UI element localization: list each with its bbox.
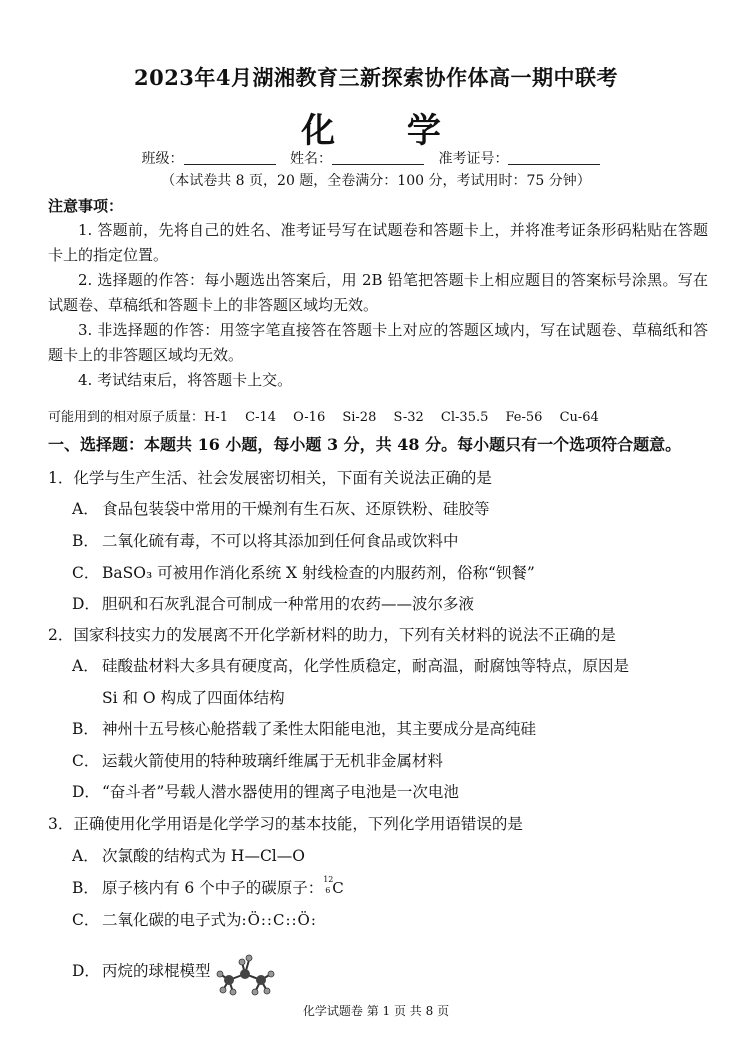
option-text: BaSO₃ 可被用作消化系统 X 射线检查的内服药剂，俗称“钡餐”	[102, 564, 535, 582]
option-label: D．	[72, 962, 100, 980]
option-text: 二氧化硫有毒，不可以将其添加到任何食品或饮料中	[102, 532, 459, 550]
exam-title: 2023年4月湖湘教育三新探索协作体高一期中联考	[133, 65, 619, 90]
name-blank	[332, 151, 424, 165]
notice-item: 4. 考试结束后，将答题卡上交。	[78, 371, 293, 389]
option-label: A．	[72, 500, 99, 518]
option-b	[72, 529, 459, 551]
option-text: 胆矾和石灰乳混合可制成一种常用的农药——波尔多液	[102, 595, 475, 613]
mass-number: 12	[323, 875, 334, 884]
section-heading: 一、选择题：本题共 16 小题，每小题 3 分，共 48 分。每小题只有一个选项符合题意。	[48, 435, 682, 454]
option-text: 食品包装袋中常用的干燥剂有生石灰、还原铁粉、硅胶等	[102, 500, 490, 518]
option-a	[72, 654, 629, 676]
option-text: “奋斗者”号载人潜水器使用的锂离子电池是一次电池	[102, 783, 459, 801]
notice-item: 1. 答题前，先将自己的姓名、准考证号写在试题卷和答题卡上，并将准考证条形码粘贴在答题卡上的指定位置。	[48, 221, 708, 264]
option-label: A．	[72, 847, 99, 865]
notice-heading: 注意事项：	[48, 197, 124, 215]
option-c	[72, 561, 535, 583]
option-label: B．	[72, 879, 99, 897]
option-text: 神州十五号核心舱搭载了柔性太阳能电池，其主要成分是高纯硅	[102, 720, 537, 738]
question-stem: 1．化学与生产生活、社会发展密切相关，下面有关说法正确的是	[48, 469, 492, 487]
option-label: C．	[72, 752, 100, 770]
propane-ball-stick-model	[215, 952, 277, 1002]
option-c	[72, 749, 443, 771]
option-label: B．	[72, 532, 99, 550]
option-d	[72, 780, 459, 802]
ticket-blank	[508, 151, 600, 165]
ticket-label: 准考证号：	[438, 151, 509, 167]
option-label: C．	[72, 564, 100, 582]
element-symbol: C	[332, 879, 344, 897]
page-footer: 化学试题卷 第 1 页 共 8 页	[302, 1004, 450, 1018]
option-a	[72, 497, 490, 519]
option-b	[72, 717, 536, 739]
notice-item: 3. 非选择题的作答：用签字笔直接答在答题卡上对应的答题区域内，写在试题卷、草稿纸和答题卡上的非答题区域均无效。	[48, 321, 708, 364]
option-a	[72, 844, 305, 866]
option-label: B．	[72, 720, 99, 738]
student-info-line	[0, 148, 752, 168]
question-stem: 3．正确使用化学用语是化学学习的基本技能，下列化学用语错误的是	[48, 815, 523, 833]
option-text: 原子核内有 6 个中子的碳原子：	[102, 879, 324, 897]
exam-note: （本试卷共 8 页，20 题，全卷满分：100 分，考试用时：75 分钟）	[161, 173, 591, 189]
option-c	[72, 908, 317, 930]
notice-item: 2. 选择题的作答：每小题选出答案后，用 2B 铅笔把答题卡上相应题目的答案标号涂黑。写在试题卷、草稿纸和答题卡上的非答题区域均无效。	[48, 271, 708, 314]
option-continuation: Si 和 O 构成了四面体结构	[102, 689, 285, 707]
option-text: 硅酸盐材料大多具有硬度高，化学性质稳定，耐高温，耐腐蚀等特点，原因是	[102, 657, 630, 675]
option-b	[72, 875, 344, 898]
option-text: 丙烷的球棍模型	[102, 962, 211, 980]
carbon-isotope	[323, 875, 344, 897]
option-text: 次氯酸的结构式为 H—Cl—O	[102, 847, 305, 865]
class-label: 班级：	[141, 151, 184, 167]
question-stem: 2．国家科技实力的发展离不开化学新材料的助力，下列有关材料的说法不正确的是	[48, 626, 616, 644]
option-label: A．	[72, 657, 99, 675]
option-d	[72, 592, 474, 614]
name-label: 姓名：	[290, 151, 332, 167]
subject-title: 化 学	[301, 111, 471, 151]
option-d	[72, 952, 277, 1002]
atomic-number: 6	[325, 886, 331, 895]
option-label: D．	[72, 783, 100, 801]
co2-electron-formula: :Ö::C::Ö:	[241, 911, 317, 929]
atomic-masses: 可能用到的相对原子质量：H-1 C-14 O-16 Si-28 S-32 Cl-35.5 Fe-56 Cu-64	[48, 410, 599, 425]
class-blank	[184, 151, 276, 165]
notice-list	[48, 218, 708, 393]
option-text: 运载火箭使用的特种玻璃纤维属于无机非金属材料	[102, 752, 444, 770]
option-label: C．	[72, 911, 100, 929]
option-text: 二氧化碳的电子式为	[102, 911, 242, 929]
option-label: D．	[72, 595, 100, 613]
